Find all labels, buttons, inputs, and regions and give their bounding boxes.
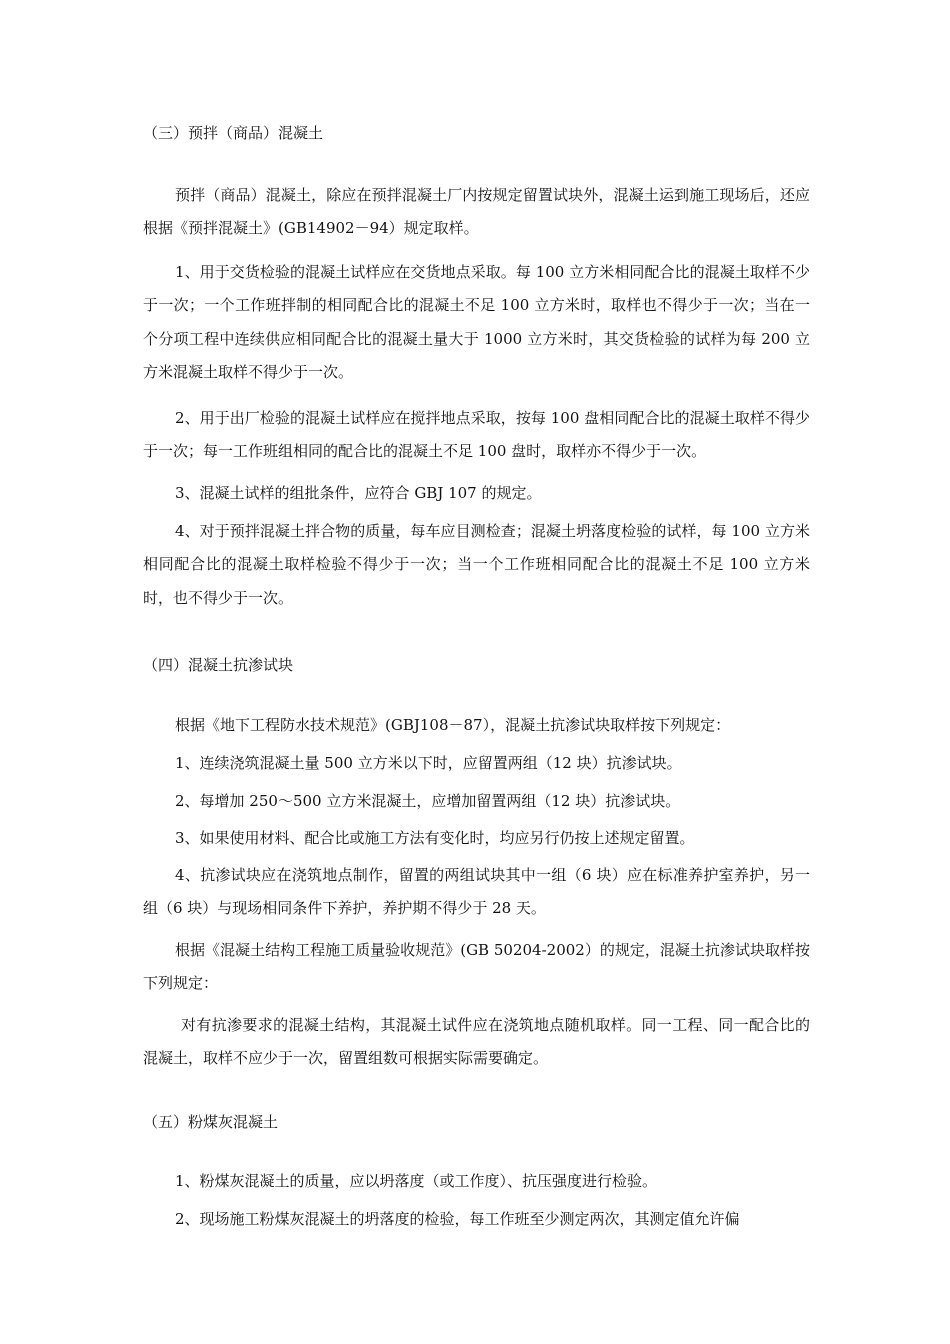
paragraph-4-requirement: 对有抗渗要求的混凝土结构，其混凝土试件应在浇筑地点随机取样。同一工程、同一配合比的混凝土，取样不应少于一次，留置组数可根据实际需要确定。 xyxy=(143,1016,810,1068)
paragraph-4-item-3: 3、如果使用材料、配合比或施工方法有变化时，均应另行仍按上述规定留置。 xyxy=(175,829,695,847)
paragraph-4-item-4: 4、抗渗试块应在浇筑地点制作，留置的两组试块其中一组（6 块）应在标准养护室养护，另一组（6 块）与现场相同条件下养护，养护期不得少于 28 天。 xyxy=(143,866,810,918)
paragraph-3-intro: 预拌（商品）混凝土，除应在预拌混凝土厂内按规定留置试块外，混凝土运到施工现场后，还应根据《预拌混凝土》(GB14902－94）规定取样。 xyxy=(143,186,810,238)
paragraph-3-item-3: 3、混凝土试样的组批条件，应符合 GBJ 107 的规定。 xyxy=(175,484,542,502)
paragraph-3-item-2: 2、用于出厂检验的混凝土试样应在搅拌地点采取，按每 100 盘相同配合比的混凝土取样不得少于一次；每一工作班组相同的配合比的混凝土不足 100 盘时，取样亦不得少于一次。 xyxy=(143,409,810,461)
paragraph-5-item-1: 1、粉煤灰混凝土的质量，应以坍落度（或工作度）、抗压强度进行检验。 xyxy=(175,1172,658,1190)
paragraph-4-item-2: 2、每增加 250～500 立方米混凝土，应增加留置两组（12 块）抗渗试块。 xyxy=(175,792,681,810)
section-heading-3: （三）预拌（商品）混凝土 xyxy=(143,124,324,142)
paragraph-3-item-1: 1、用于交货检验的混凝土试样应在交货地点采取。每 100 立方米相同配合比的混凝土取样不少于一次；一个工作班拌制的相同配合比的混凝土不足 100 立方米时，取样也不得少于一次；当在一个分项工程中连续供应相同配合比的混凝土量大于 1000 立方米时，其交货检验的试样为每 200 立方米混凝土取样不得少于一次。 xyxy=(143,263,810,382)
paragraph-4-intro: 根据《地下工程防水技术规范》(GBJ108－87），混凝土抗渗试块取样按下列规定： xyxy=(175,716,731,734)
section-heading-5: （五）粉煤灰混凝土 xyxy=(143,1113,279,1131)
section-heading-4: （四）混凝土抗渗试块 xyxy=(143,656,294,674)
paragraph-4-regulation: 根据《混凝土结构工程施工质量验收规范》(GB 50204-2002）的规定，混凝土抗渗试块取样按下列规定： xyxy=(143,941,810,993)
paragraph-5-item-2: 2、现场施工粉煤灰混凝土的坍落度的检验，每工作班至少测定两次，其测定值允许偏 xyxy=(175,1210,740,1228)
paragraph-3-item-4: 4、对于预拌混凝土拌合物的质量，每车应目测检查；混凝土坍落度检验的试样，每 100 立方米相同配合比的混凝土取样检验不得少于一次；当一个工作班相同配合比的混凝土不足 100 立方米时，也不得少于一次。 xyxy=(143,522,810,607)
paragraph-4-item-1: 1、连续浇筑混凝土量 500 立方米以下时，应留置两组（12 块）抗渗试块。 xyxy=(175,754,682,772)
